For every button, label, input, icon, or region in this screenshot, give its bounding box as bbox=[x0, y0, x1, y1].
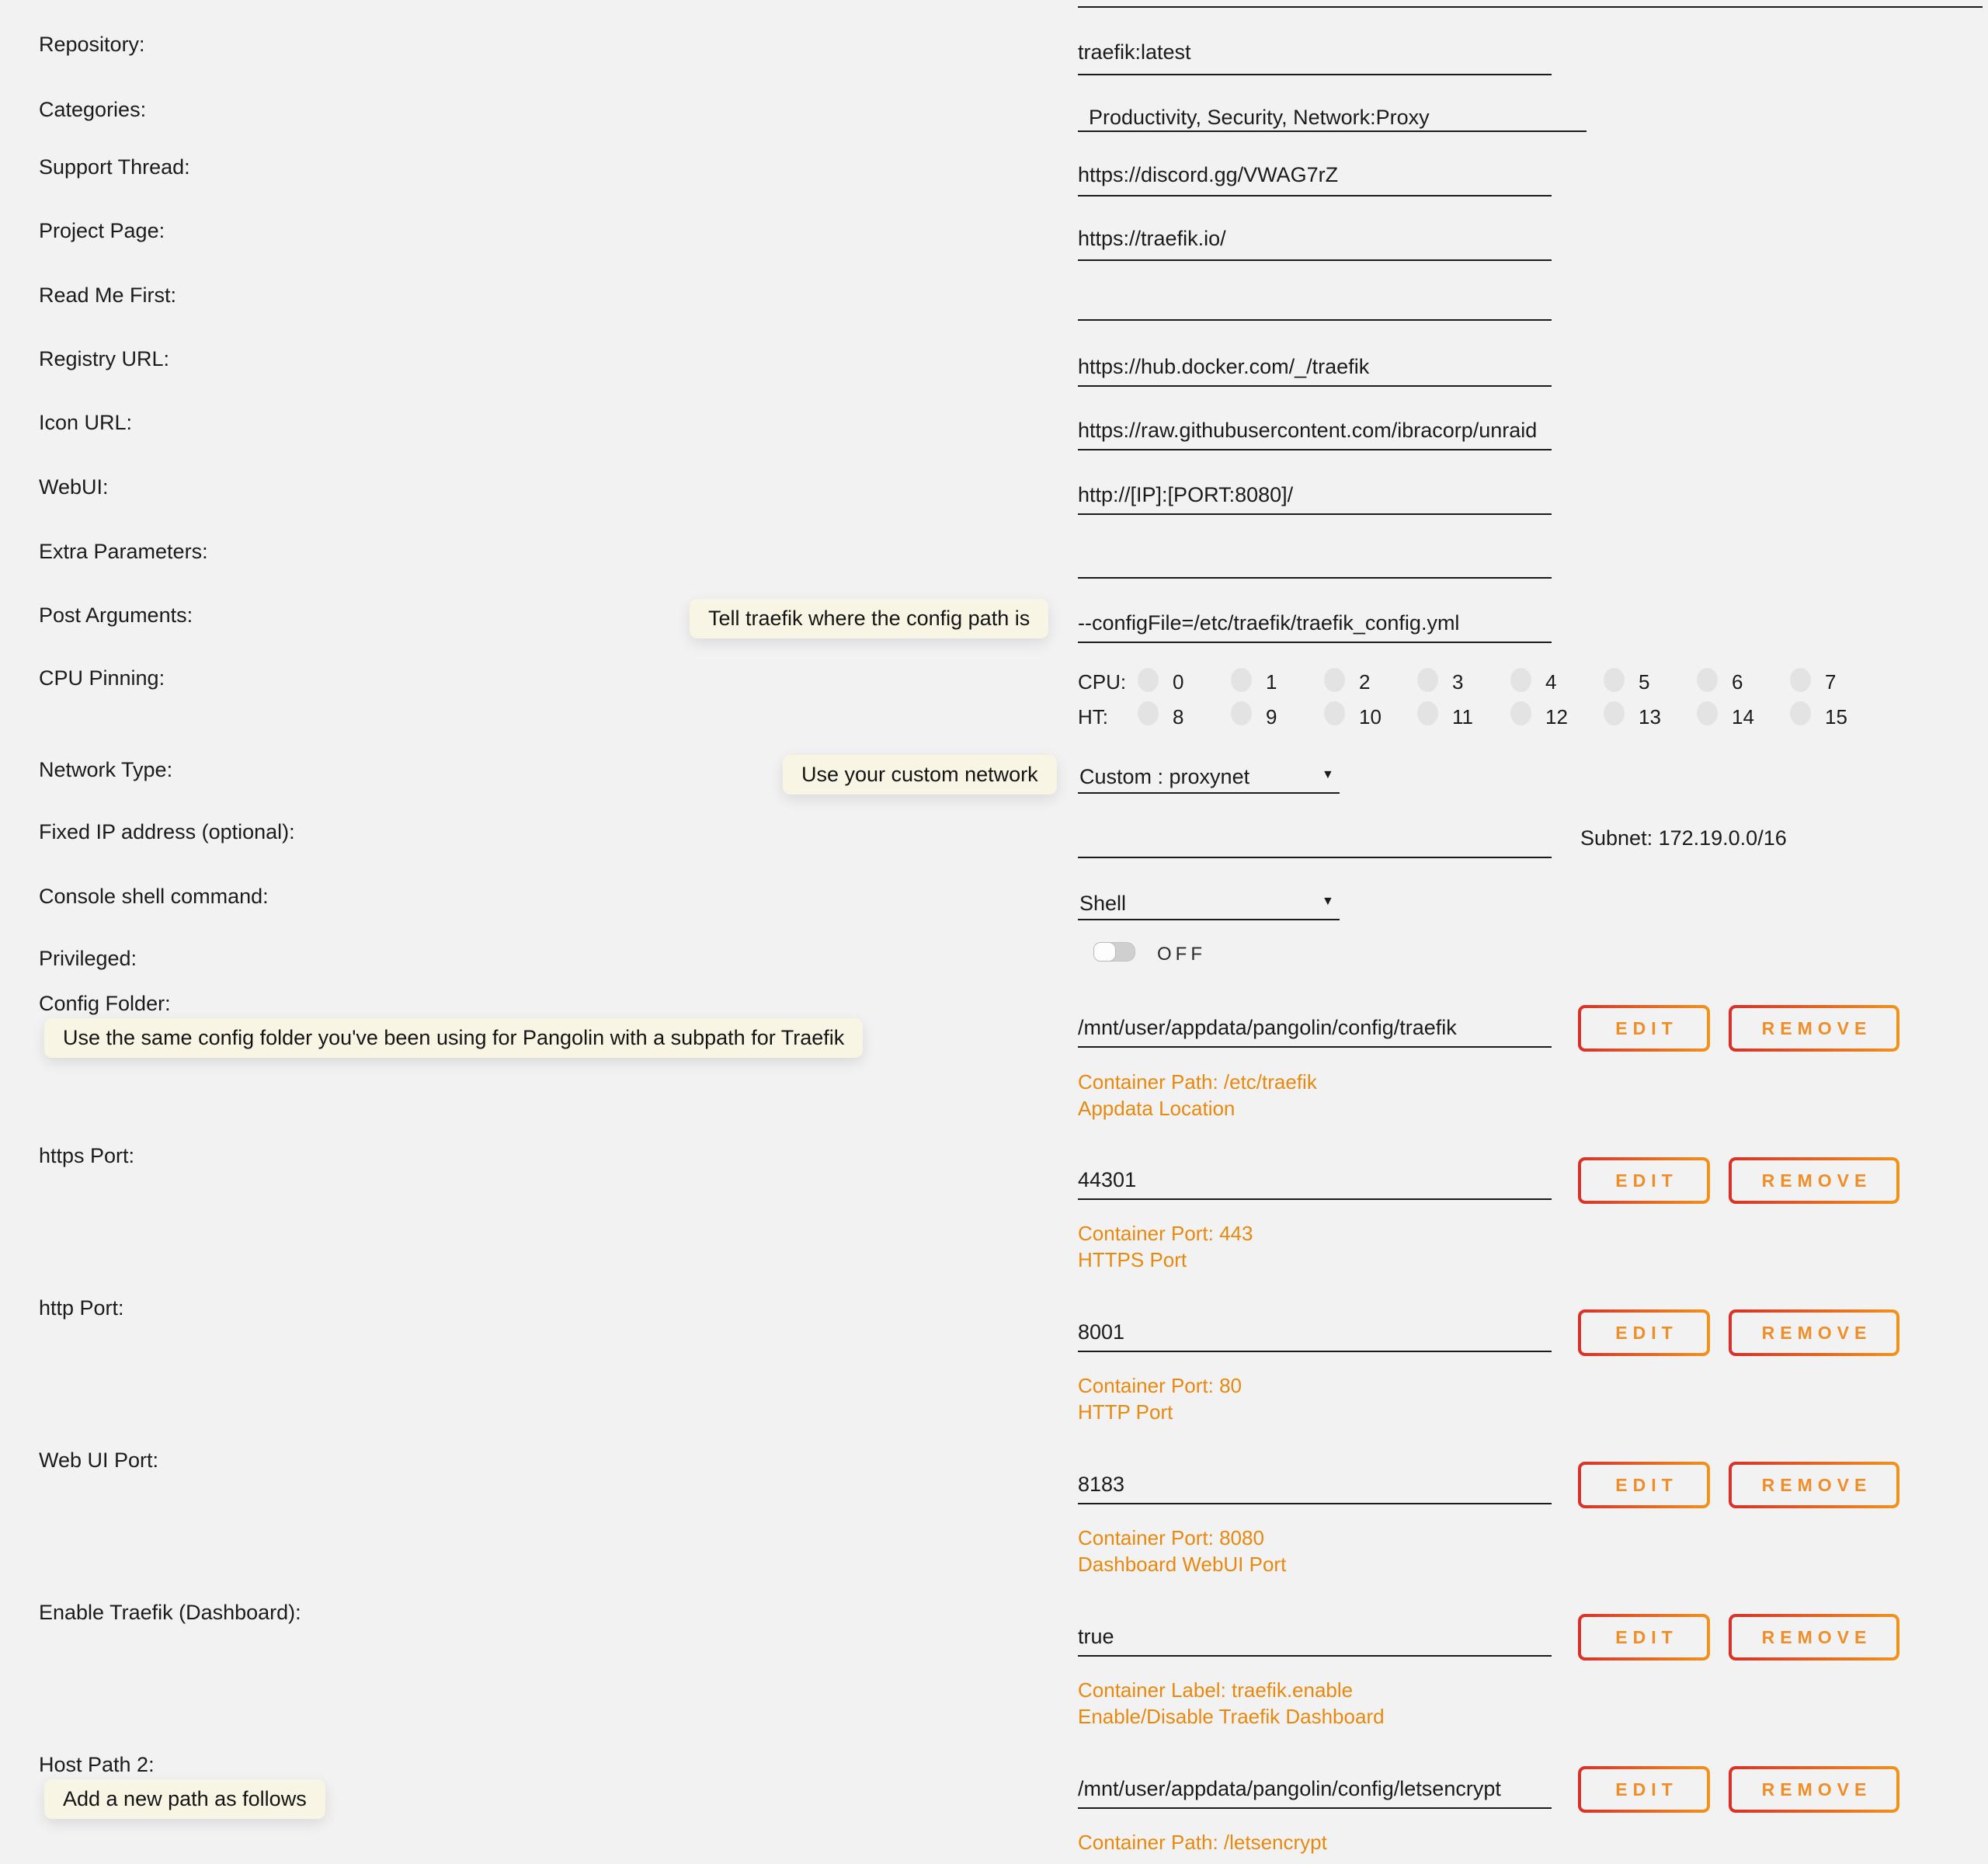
read-me-first-label: Read Me First: bbox=[39, 283, 177, 307]
subnet-note: Subnet: 172.19.0.0/16 bbox=[1580, 826, 1787, 850]
post-arguments-tooltip: Tell traefik where the config path is bbox=[690, 599, 1048, 638]
support-thread-input[interactable] bbox=[1078, 155, 1552, 196]
webui-port-remove-button[interactable]: REMOVE bbox=[1729, 1462, 1899, 1508]
ht-8-checkbox[interactable] bbox=[1138, 701, 1159, 725]
console-shell-selected-value: Shell bbox=[1079, 892, 1127, 915]
http-port-label: http Port: bbox=[39, 1296, 124, 1320]
read-me-first-input[interactable] bbox=[1078, 283, 1552, 321]
host-path2-label: Host Path 2: bbox=[39, 1753, 155, 1776]
registry-url-input[interactable] bbox=[1078, 347, 1552, 387]
host-path2-input[interactable] bbox=[1078, 1769, 1552, 1809]
host-path2-edit-button[interactable]: EDIT bbox=[1578, 1766, 1710, 1813]
webui-port-label: Web UI Port: bbox=[39, 1448, 159, 1472]
enable-dashboard-container-label: Container Label: traefik.enable bbox=[1078, 1678, 1354, 1702]
post-arguments-label: Post Arguments: bbox=[39, 603, 193, 627]
ht-15-label: 15 bbox=[1825, 705, 1847, 729]
extra-parameters-label: Extra Parameters: bbox=[39, 540, 208, 563]
webui-port-container-port: Container Port: 8080 bbox=[1078, 1526, 1264, 1549]
network-type-label: Network Type: bbox=[39, 758, 173, 781]
enable-dashboard-input[interactable] bbox=[1078, 1617, 1552, 1657]
cpu-2-label: 2 bbox=[1359, 670, 1371, 694]
registry-url-label: Registry URL: bbox=[39, 347, 170, 370]
network-type-tooltip: Use your custom network bbox=[783, 755, 1057, 795]
cpu-4-checkbox[interactable] bbox=[1510, 668, 1531, 692]
chevron-down-icon: ▼ bbox=[1322, 768, 1334, 781]
ht-10-label: 10 bbox=[1359, 705, 1382, 729]
cpu-7-checkbox[interactable] bbox=[1790, 668, 1811, 692]
project-page-label: Project Page: bbox=[39, 219, 165, 242]
cpu-6-checkbox[interactable] bbox=[1697, 668, 1718, 692]
ht-11-label: 11 bbox=[1452, 705, 1473, 729]
ht-15-checkbox[interactable] bbox=[1790, 701, 1811, 725]
config-folder-remove-button[interactable]: REMOVE bbox=[1729, 1005, 1899, 1052]
webui-port-description: Dashboard WebUI Port bbox=[1078, 1553, 1287, 1576]
enable-dashboard-remove-button[interactable]: REMOVE bbox=[1729, 1614, 1899, 1661]
cpu-pinning-label: CPU Pinning: bbox=[39, 666, 165, 690]
config-folder-input[interactable] bbox=[1078, 1008, 1552, 1048]
cpu-5-label: 5 bbox=[1639, 670, 1650, 694]
ht-8-label: 8 bbox=[1173, 705, 1184, 729]
toggle-knob bbox=[1093, 942, 1116, 962]
webui-label: WebUI: bbox=[39, 475, 109, 499]
https-port-input[interactable] bbox=[1078, 1160, 1552, 1200]
cut-off-field-underline bbox=[1078, 6, 1983, 8]
ht-row-label: HT: bbox=[1078, 705, 1108, 729]
ht-12-label: 12 bbox=[1545, 705, 1568, 729]
webui-port-edit-button[interactable]: EDIT bbox=[1578, 1462, 1710, 1508]
support-thread-label: Support Thread: bbox=[39, 155, 190, 179]
host-path2-tooltip: Add a new path as follows bbox=[44, 1779, 325, 1819]
extra-parameters-input[interactable] bbox=[1078, 540, 1552, 579]
ht-12-checkbox[interactable] bbox=[1510, 701, 1531, 725]
ht-10-checkbox[interactable] bbox=[1324, 701, 1345, 725]
project-page-input[interactable] bbox=[1078, 219, 1552, 261]
cpu-0-checkbox[interactable] bbox=[1138, 668, 1159, 692]
ht-14-label: 14 bbox=[1732, 705, 1754, 729]
fixed-ip-input[interactable] bbox=[1078, 820, 1552, 858]
chevron-down-icon: ▼ bbox=[1322, 895, 1334, 908]
ht-13-label: 13 bbox=[1639, 705, 1661, 729]
enable-dashboard-description: Enable/Disable Traefik Dashboard bbox=[1078, 1705, 1385, 1728]
cpu-7-label: 7 bbox=[1825, 670, 1837, 694]
config-folder-tooltip: Use the same config folder you've been using for Pangolin with a subpath for Traefik bbox=[44, 1018, 863, 1058]
config-folder-edit-button[interactable]: EDIT bbox=[1578, 1005, 1710, 1052]
cpu-row-label: CPU: bbox=[1078, 670, 1127, 694]
post-arguments-input[interactable] bbox=[1078, 603, 1552, 643]
enable-dashboard-label: Enable Traefik (Dashboard): bbox=[39, 1601, 301, 1624]
ht-11-checkbox[interactable] bbox=[1417, 701, 1438, 725]
cpu-3-checkbox[interactable] bbox=[1417, 668, 1438, 692]
host-path2-container-path: Container Path: /letsencrypt bbox=[1078, 1831, 1327, 1854]
http-port-remove-button[interactable]: REMOVE bbox=[1729, 1309, 1899, 1356]
ht-13-checkbox[interactable] bbox=[1604, 701, 1625, 725]
cpu-6-label: 6 bbox=[1732, 670, 1743, 694]
console-shell-label: Console shell command: bbox=[39, 885, 269, 908]
icon-url-label: Icon URL: bbox=[39, 411, 133, 434]
cpu-1-checkbox[interactable] bbox=[1231, 668, 1252, 692]
fixed-ip-label: Fixed IP address (optional): bbox=[39, 820, 295, 843]
ht-9-label: 9 bbox=[1266, 705, 1277, 729]
config-folder-container-path: Container Path: /etc/traefik bbox=[1078, 1070, 1317, 1094]
ht-14-checkbox[interactable] bbox=[1697, 701, 1718, 725]
repository-label: Repository: bbox=[39, 33, 145, 56]
privileged-label: Privileged: bbox=[39, 947, 137, 970]
https-port-container-port: Container Port: 443 bbox=[1078, 1222, 1253, 1245]
cpu-5-checkbox[interactable] bbox=[1604, 668, 1625, 692]
https-port-edit-button[interactable]: EDIT bbox=[1578, 1157, 1710, 1204]
http-port-container-port: Container Port: 80 bbox=[1078, 1374, 1242, 1397]
https-port-description: HTTPS Port bbox=[1078, 1248, 1187, 1271]
https-port-label: https Port: bbox=[39, 1144, 135, 1167]
ht-9-checkbox[interactable] bbox=[1231, 701, 1252, 725]
cpu-4-label: 4 bbox=[1545, 670, 1557, 694]
cpu-1-label: 1 bbox=[1266, 670, 1277, 694]
config-folder-label: Config Folder: bbox=[39, 992, 171, 1015]
privileged-toggle-state: OFF bbox=[1157, 944, 1206, 965]
http-port-edit-button[interactable]: EDIT bbox=[1578, 1309, 1710, 1356]
categories-label: Categories: bbox=[39, 98, 147, 121]
webui-port-input[interactable] bbox=[1078, 1465, 1552, 1504]
config-folder-description: Appdata Location bbox=[1078, 1097, 1236, 1120]
enable-dashboard-edit-button[interactable]: EDIT bbox=[1578, 1614, 1710, 1661]
repository-input[interactable] bbox=[1078, 33, 1552, 75]
categories-input[interactable] bbox=[1078, 98, 1587, 132]
cpu-3-label: 3 bbox=[1452, 670, 1464, 694]
privileged-toggle[interactable] bbox=[1093, 942, 1135, 962]
https-port-remove-button[interactable]: REMOVE bbox=[1729, 1157, 1899, 1204]
network-type-selected-value: Custom : proxynet bbox=[1079, 765, 1250, 788]
cpu-0-label: 0 bbox=[1173, 670, 1184, 694]
host-path2-remove-button[interactable]: REMOVE bbox=[1729, 1766, 1899, 1813]
http-port-description: HTTP Port bbox=[1078, 1400, 1173, 1424]
http-port-input[interactable] bbox=[1078, 1313, 1552, 1352]
icon-url-input[interactable] bbox=[1078, 411, 1552, 450]
cpu-2-checkbox[interactable] bbox=[1324, 668, 1345, 692]
webui-input[interactable] bbox=[1078, 475, 1552, 515]
